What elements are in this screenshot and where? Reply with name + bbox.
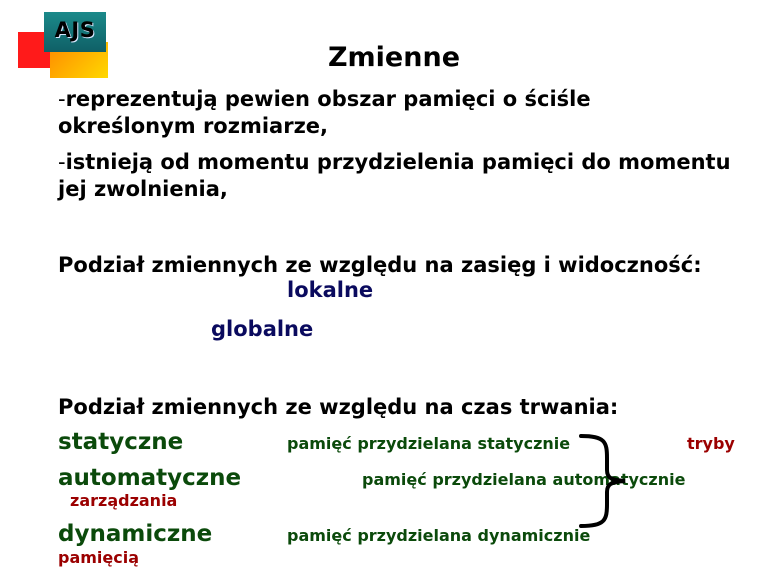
bullet-2-line1: istnieją od momentu przydzielenia pamięci do momentu xyxy=(65,150,731,174)
scope-heading: Podział zmiennych ze względu na zasięg i widoczność: xyxy=(58,253,702,277)
bullet-2-line2: jej zwolnienia, xyxy=(58,177,228,201)
modes-label-line1: tryby xyxy=(687,434,735,453)
duration-row-auto-name: automatyczne xyxy=(58,465,242,491)
bullet-1-line2: określonym rozmiarze, xyxy=(58,114,329,138)
bullet-1-line1: reprezentują pewien obszar pamięci o ściśle xyxy=(65,87,591,111)
bullet-2-dash: - xyxy=(58,150,66,174)
duration-row-static-desc: pamięć przydzielana statycznie xyxy=(287,434,571,453)
bullet-1 xyxy=(58,86,591,140)
logo-text: AJS xyxy=(54,18,96,42)
modes-label-line3: pamięcią xyxy=(58,548,140,567)
duration-row-dynamic-desc: pamięć przydzielana dynamicznie xyxy=(287,526,591,545)
scope-local: lokalne xyxy=(287,278,374,302)
right-brace-icon xyxy=(575,432,635,530)
duration-row-dynamic-name: dynamiczne xyxy=(58,521,213,547)
bullet-1-dash: - xyxy=(58,87,66,111)
scope-global: globalne xyxy=(211,317,314,341)
duration-row-static-name: statyczne xyxy=(58,429,184,455)
duration-heading: Podział zmiennych ze względu na czas trwania: xyxy=(58,395,619,419)
bullet-2 xyxy=(58,149,731,203)
slide-title: Zmienne xyxy=(327,42,461,73)
modes-label-line2: zarządzania xyxy=(70,491,178,510)
duration-row-auto-desc: pamięć przydzielana automatycznie xyxy=(362,470,686,489)
